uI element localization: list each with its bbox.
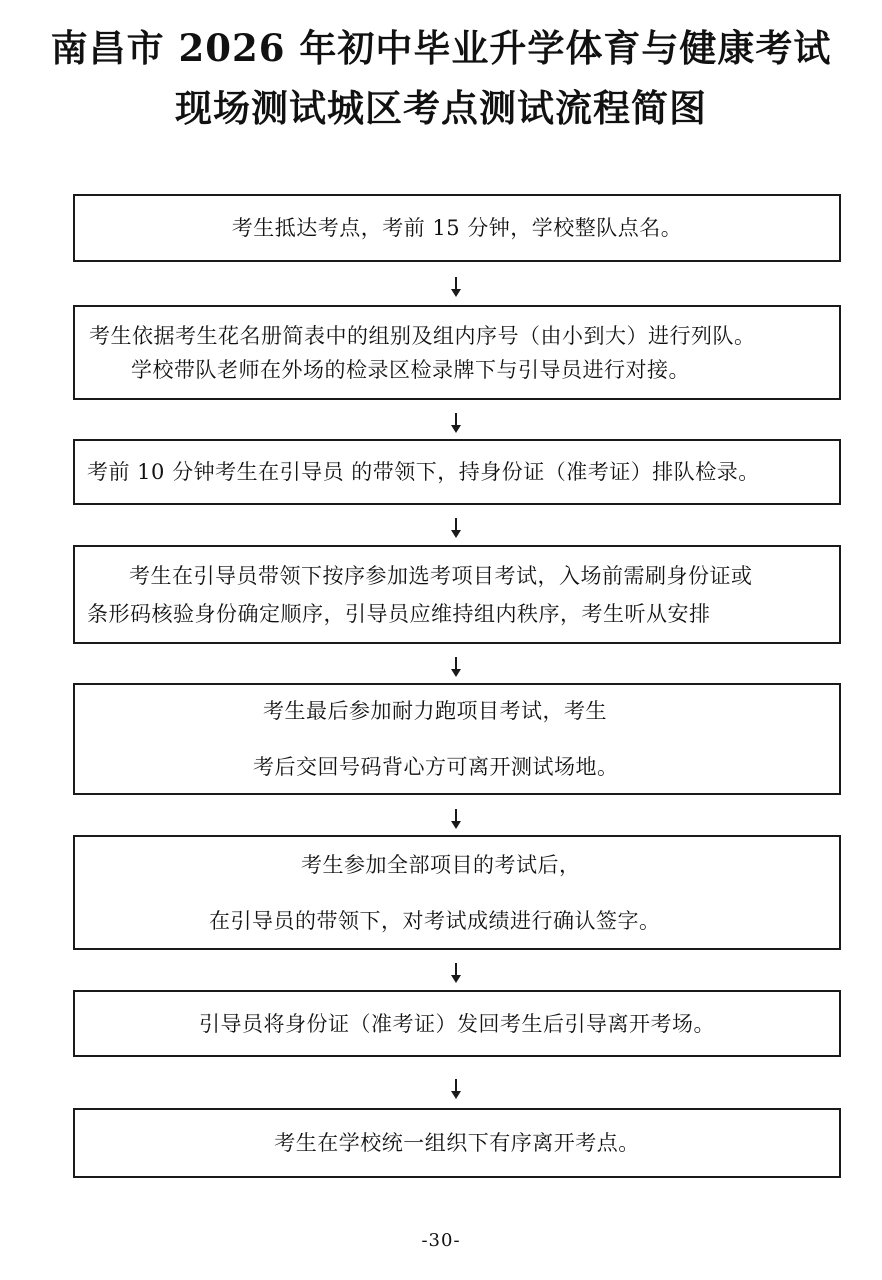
down-arrow-icon — [449, 962, 463, 984]
flow-step-5 — [73, 683, 841, 795]
flow-step-8 — [73, 1108, 841, 1178]
flow-step-1-text: 考生抵达考点，考前 15 分钟，学校整队点名。 — [231, 216, 683, 240]
flow-step-3-text: 考前 10 分钟考生在引导员 的带领下，持身份证（准考证）排队检录。 — [87, 460, 760, 484]
flow-step-4-text-line-1: 考生在引导员带领下按序参加选考项目考试，入场前需刷身份证或 — [129, 563, 753, 588]
down-arrow-icon — [449, 1078, 463, 1100]
flow-step-2 — [73, 305, 841, 400]
flow-step-7 — [73, 990, 841, 1057]
flow-step-7-text: 引导员将身份证（准考证）发回考生后引导离开考场。 — [199, 1011, 715, 1036]
document-title-line-1: 南昌市 2026 年初中毕业升学体育与健康考试 — [50, 26, 832, 70]
down-arrow-icon — [449, 808, 463, 830]
flow-step-1 — [73, 194, 841, 262]
flow-step-4-text-line-2: 条形码核验身份确定顺序，引导员应维持组内秩序，考生听从安排 — [87, 601, 711, 626]
flow-step-4 — [73, 545, 841, 644]
page-number: -30- — [421, 1230, 461, 1251]
document-title-line-2: 现场测试城区考点测试流程简图 — [175, 86, 707, 130]
flow-step-6-text-line-2: 在引导员的带领下，对考试成绩进行确认签字。 — [209, 908, 661, 933]
flow-step-6 — [73, 835, 841, 950]
down-arrow-icon — [449, 517, 463, 539]
down-arrow-icon — [449, 656, 463, 678]
flow-step-2-text-line-2: 学校带队老师在外场的检录区检录牌下与引导员进行对接。 — [131, 357, 690, 382]
flow-step-6-text-line-1: 考生参加全部项目的考试后， — [301, 852, 581, 877]
flow-step-5-text-line-1: 考生最后参加耐力跑项目考试，考生 — [263, 699, 607, 723]
down-arrow-icon — [449, 276, 463, 298]
flow-step-2-text-line-1: 考生依据考生花名册简表中的组别及组内序号（由小到大）进行列队。 — [89, 323, 756, 348]
flow-step-8-text: 考生在学校统一组织下有序离开考点。 — [274, 1131, 640, 1155]
flow-step-3 — [73, 439, 841, 505]
down-arrow-icon — [449, 412, 463, 434]
flow-step-5-text-line-2: 考后交回号码背心方可离开测试场地。 — [253, 755, 619, 779]
